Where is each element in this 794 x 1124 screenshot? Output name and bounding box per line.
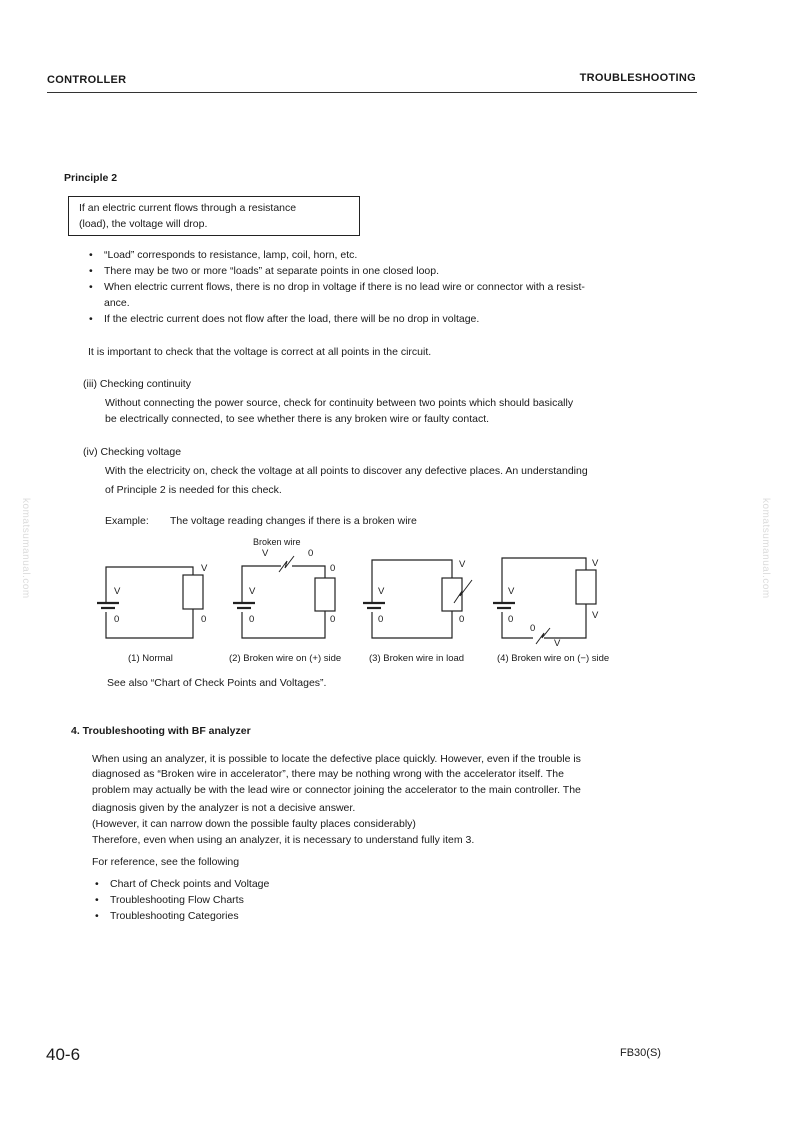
label-zero: 0 (459, 614, 465, 625)
section-iv-title: (iv) Checking voltage (83, 446, 182, 458)
label-v: V (114, 586, 121, 597)
caption-normal: (1) Normal (128, 653, 173, 664)
label-zero: 0 (508, 614, 514, 625)
caption-broken-plus: (2) Broken wire on (+) side (229, 653, 342, 664)
principle-bullet: • There may be two or more “loads” at separate points in one closed loop. (104, 265, 439, 277)
label-zero: 0 (201, 614, 207, 625)
label-v: V (554, 638, 561, 649)
label-v: V (459, 559, 466, 570)
example-text: The voltage reading changes if there is a broken wire (170, 515, 417, 527)
principle-box-line2: (load), the voltage will drop. (79, 218, 208, 230)
label-zero: 0 (330, 563, 336, 574)
section4-line: diagnosed as “Broken wire in accelerator”, there may be nothing wrong with the accelerator itself. The (92, 768, 564, 780)
section4-line: diagnosis given by the analyzer is not a decisive answer. (92, 802, 356, 814)
circuit-diagrams (0, 530, 794, 670)
section4-line: problem may actually be with the lead wire or connector joining the accelerator to the main controller. The (92, 784, 581, 796)
section4-line: When using an analyzer, it is possible to locate the defective place quickly. However, even if the trouble is (92, 753, 581, 765)
section-iv-line1: With the electricity on, check the voltage at all points to discover any defective places. An understanding (105, 465, 588, 477)
label-zero: 0 (330, 614, 336, 625)
section4-line: (However, it can narrow down the possible faulty places considerably) (92, 818, 416, 830)
section4-line: For reference, see the following (92, 856, 240, 868)
label-zero: 0 (114, 614, 120, 625)
section4-title: 4. Troubleshooting with BF analyzer (71, 725, 251, 737)
label-v: V (508, 586, 515, 597)
reference-item: • Troubleshooting Categories (110, 910, 239, 922)
principle-bullet: • If the electric current does not flow after the load, there will be no drop in voltage. (104, 313, 479, 325)
label-v: V (262, 548, 269, 559)
section-iii-line2: be electrically connected, to see whether there is any broken wire or faulty contact. (105, 413, 490, 425)
section-iv-line2: of Principle 2 is needed for this check. (105, 484, 282, 496)
label-v: V (201, 563, 208, 574)
label-zero: 0 (308, 548, 314, 559)
header-chapter-title: TROUBLESHOOTING (579, 72, 696, 84)
principle-box (68, 196, 360, 236)
circuit-broken-load (363, 560, 472, 638)
circuit-normal (97, 567, 203, 638)
circuit-broken-minus (493, 558, 596, 644)
label-zero: 0 (378, 614, 384, 625)
see-also: See also “Chart of Check Points and Voltages”. (107, 677, 327, 689)
label-v: V (592, 558, 599, 569)
caption-broken-load: (3) Broken wire in load (369, 653, 465, 664)
label-v: V (249, 586, 256, 597)
circuit-broken-plus (233, 556, 335, 638)
caption-broken-minus: (4) Broken wire on (−) side (497, 653, 610, 664)
principle-bullet-continued: ance. (104, 297, 130, 309)
principle-box-line1: If an electric current flows through a resistance (79, 202, 297, 214)
section4-line: Therefore, even when using an analyzer, it is necessary to understand fully item 3. (92, 834, 475, 846)
reference-item: • Troubleshooting Flow Charts (110, 894, 244, 906)
model-code: FB30(S) (620, 1047, 661, 1059)
principle-title: Principle 2 (64, 172, 118, 184)
section-iii-title: (iii) Checking continuity (83, 378, 191, 390)
label-v: V (592, 610, 599, 621)
section-iii-line1: Without connecting the power source, check for continuity between two points which should basically (105, 397, 574, 409)
header-section-title: CONTROLLER (47, 74, 127, 86)
watermark-left: komatsumanual.com (20, 498, 31, 599)
broken-wire-label: Broken wire (253, 537, 301, 547)
reference-item: • Chart of Check points and Voltage (110, 878, 269, 890)
watermark-right: komatsumanual.com (760, 498, 771, 599)
example-label: Example: (105, 515, 149, 527)
principle-bullet: • When electric current flows, there is no drop in voltage if there is no lead wire or connector with a resist- (104, 281, 585, 293)
page-number: 40-6 (46, 1045, 81, 1064)
principle-note: It is important to check that the voltage is correct at all points in the circuit. (88, 346, 432, 358)
label-zero: 0 (249, 614, 255, 625)
label-zero: 0 (530, 623, 536, 634)
principle-bullet: • “Load” corresponds to resistance, lamp, coil, horn, etc. (104, 249, 357, 261)
label-v: V (378, 586, 385, 597)
header-rule (47, 92, 697, 93)
